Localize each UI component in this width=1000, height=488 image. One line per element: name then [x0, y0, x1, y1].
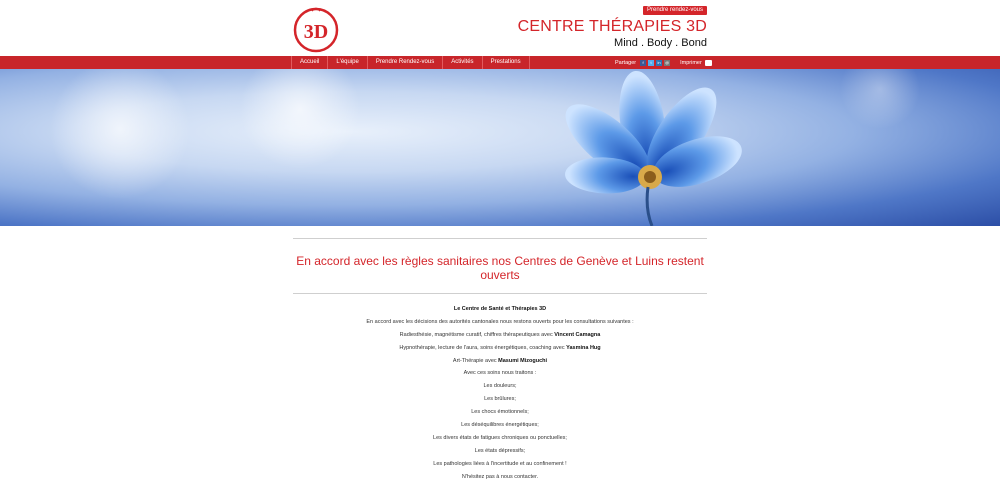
email-icon[interactable]: @: [665, 59, 670, 65]
nav-item-rendez-vous[interactable]: Prendre Rendez-vous: [367, 56, 442, 69]
twitter-icon[interactable]: t: [648, 60, 654, 66]
appointment-button[interactable]: Prendre rendez-vous: [643, 6, 707, 15]
therapist-name[interactable]: Masumi Mizoguchi: [498, 357, 548, 364]
service-line: Radiesthésie, magnétisme curatif, chiffres thérapeutiques avec Vincent Camagna: [399, 331, 601, 338]
list-item: Les états dépressifs;: [474, 447, 526, 454]
nav-item-accueil[interactable]: Accueil: [291, 56, 327, 69]
logo-text: 3D: [303, 21, 329, 43]
therapist-name[interactable]: Yasmina Hug: [566, 344, 601, 351]
list-intro: Avec ces soins nous traitons :: [463, 370, 537, 377]
divider-top: [293, 238, 707, 239]
list-item: Les déséquilibres énergétiques;: [461, 422, 539, 429]
therapist-name[interactable]: Vincent Camagna: [554, 331, 601, 338]
divider-bottom: [293, 293, 707, 294]
service-line: Hypnothérapie, lecture de l'aura, soins énergétiques, coaching avec Yasmina Hug: [399, 344, 601, 351]
linkedin-icon[interactable]: in: [657, 59, 661, 65]
main-nav: [291, 56, 530, 69]
nav-item-activites[interactable]: Activités: [442, 56, 481, 69]
logo[interactable]: [292, 5, 340, 53]
print-label[interactable]: Imprimer: [680, 59, 702, 66]
list-item: Les divers états de fatigues chroniques ou ponctuelles;: [433, 434, 567, 441]
list-item: Les douleurs;: [483, 383, 517, 390]
site-tagline: Mind . Body . Bond: [614, 37, 707, 49]
service-line: Art-Thérapie avec Masumi Mizoguchi: [452, 357, 548, 364]
site-title: CENTRE THÉRAPIES 3D: [517, 18, 707, 35]
share-label: Partager: [615, 59, 637, 66]
list-item: Les pathologies liées à l'incertitude et au confinement !: [433, 460, 567, 467]
nav-item-prestations[interactable]: Prestations: [482, 56, 530, 69]
intro-title: Le Centre de Santé et Thérapies 3D: [453, 306, 547, 312]
intro-text: En accord avec les décisions des autorités cantonales nous restons ouverts pour les consultations suivantes :: [366, 318, 634, 325]
hero-banner: [0, 69, 1000, 226]
list-item: N'hésitez pas à nous contacter.: [461, 473, 539, 480]
hero-flower-image: [0, 69, 1000, 226]
share-bar: [615, 56, 712, 69]
main-nav-bar: [0, 56, 1000, 69]
printer-icon[interactable]: [705, 60, 712, 66]
facebook-icon[interactable]: f: [640, 60, 646, 66]
list-item: Les brûlures;: [484, 396, 516, 403]
article-body: [293, 303, 707, 483]
site-header: [0, 0, 1000, 56]
list-item: Les chocs émotionnels;: [471, 409, 529, 416]
nav-item-equipe[interactable]: L'équipe: [327, 56, 367, 69]
page-headline: En accord avec les règles sanitaires nos Centres de Genève et Luins restent ouverts: [296, 254, 704, 282]
